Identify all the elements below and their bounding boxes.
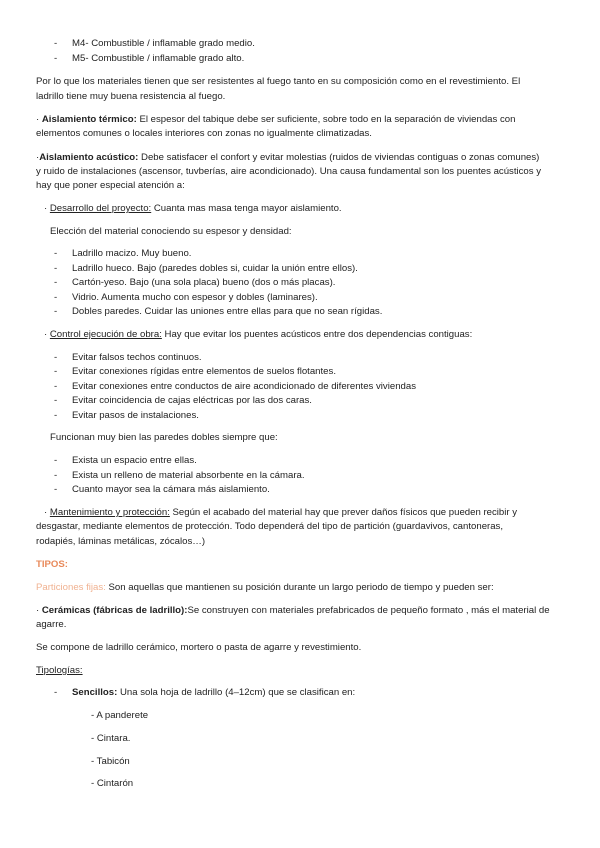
mantenimiento-text: Según el acabado del material hay que prever daños físicos que pueden recibir y [172,507,518,518]
paragraph-line: rodapiés, láminas metálicas, zócalos…) [36,536,206,547]
particiones-text: Son aquellas que mantienen su posición durante un largo periodo de tiempo y pueden ser: [108,582,494,593]
list-dash: - [54,263,58,274]
ceramicas-line [36,605,550,617]
control-line [44,329,472,341]
paragraph-line: desgastar, mediante elementos de protección. Todo dependerá del tipo de partición (guardavivos, cantoneras, [36,521,504,532]
list-item: - Cintara. [91,733,131,744]
particiones-label: Particiones fijas: [36,582,106,593]
list-dash: - [54,352,58,363]
eleccion-text: Elección del material conociendo su espesor y densidad: [50,226,292,237]
acustico-line [36,152,539,164]
bullet-dot: · [36,152,40,163]
list-item: Ladrillo hueco. Bajo (paredes dobles si, cuidar la unión entre ellos). [72,263,358,274]
list-dash: - [54,381,58,392]
list-item: Evitar falsos techos continuos. [72,352,202,363]
funcionan-text: Funcionan muy bien las paredes dobles siempre que: [50,432,278,443]
desarrollo-label: Desarrollo del proyecto: [49,203,152,214]
list-item: M4- Combustible / inflamable grado medio. [72,38,255,49]
list-item: Exista un espacio entre ellas. [72,455,197,466]
termico-line [36,114,515,126]
paragraph-line: hay que poner especial atención a: [36,180,185,191]
ceramicas-label: Cerámicas (fábricas de ladrillo): [41,605,188,616]
paragraph-line: Por lo que los materiales tienen que ser resistentes al fuego tanto en su composición como en el revestimiento. El [36,76,521,87]
termico-text: El espesor del tabique debe ser suficiente, sobre todo en la separación de viviendas con [139,114,516,125]
list-item: Evitar conexiones rígidas entre elementos de suelos flotantes. [72,366,336,377]
bullet-dot: · [44,329,48,340]
paragraph-line: agarre. [36,619,67,630]
list-dash: - [54,306,58,317]
list-item: Exista un relleno de material absorbente en la cámara. [72,470,305,481]
mantenimiento-line [44,507,517,519]
list-item: Dobles paredes. Cuidar las uniones entre ellas para que no sean rígidas. [72,306,383,317]
list-item: M5- Combustible / inflamable grado alto. [72,53,245,64]
list-item: Evitar pasos de instalaciones. [72,410,199,421]
tipos-heading: TIPOS: [36,559,68,570]
list-item: Cuanto mayor sea la cámara más aislamiento. [72,484,270,495]
paragraph-line: y ruido de instalaciones (ascensor, tuvberías, aire acondicionado). Una causa fundamental son los puentes acústicos y [36,166,542,177]
mantenimiento-label: Mantenimiento y protección: [49,507,170,518]
bullet-dot: · [44,507,48,518]
compone-text: Se compone de ladrillo cerámico, mortero o pasta de agarre y revestimiento. [36,642,362,653]
termico-label: Aislamiento térmico: [41,114,137,125]
list-item: Ladrillo macizo. Muy bueno. [72,248,192,259]
list-dash: - [54,248,58,259]
list-dash: - [54,470,58,481]
bullet-dot: · [44,203,48,214]
desarrollo-text: Cuanta mas masa tenga mayor aislamiento. [153,203,342,214]
sencillos-text: Una sola hoja de ladrillo (4–12cm) que se clasifican en: [120,687,356,698]
paragraph-line: elementos comunes o locales interiores con zonas no igualmente climatizadas. [36,128,372,139]
control-label: Control ejecución de obra: [49,329,162,340]
list-item: - Tabicón [91,756,130,767]
list-item: Evitar conexiones entre conductos de aire acondicionado de diferentes viviendas [72,381,416,392]
list-item: Vidrio. Aumenta mucho con espesor y dobles (laminares). [72,292,318,303]
paragraph-line: ladrillo tiene muy buena resistencia al fuego. [36,91,226,102]
list-dash: - [54,687,58,698]
ceramicas-text: Se construyen con materiales prefabricados de pequeño formato , más el material de [187,605,550,616]
list-dash: - [54,484,58,495]
list-dash: - [54,38,58,49]
list-dash: - [54,410,58,421]
list-dash: - [54,292,58,303]
list-dash: - [54,455,58,466]
sencillos-label: Sencillos: [72,687,118,698]
bullet-dot: · [36,114,40,125]
list-dash: - [54,366,58,377]
list-item: - A panderete [91,710,149,721]
sencillos-line [72,687,355,699]
list-dash: - [54,277,58,288]
acustico-label: Aislamiento acústico: [39,152,139,163]
list-dash: - [54,395,58,406]
desarrollo-line [44,203,342,215]
bullet-dot: · [36,605,40,616]
acustico-text: Debe satisfacer el confort y evitar molestias (ruidos de viviendas contiguas o zonas comunes) [141,152,540,163]
list-dash: - [54,53,58,64]
control-text: Hay que evitar los puentes acústicos entre dos dependencias contiguas: [164,329,473,340]
tipologias-heading: Tipologías: [36,665,83,676]
list-item: - Cintarón [91,778,134,789]
list-item: Evitar coincidencia de cajas eléctricas por las dos caras. [72,395,312,406]
particiones-line [36,582,494,594]
list-item: Cartón-yeso. Bajo (una sola placa) bueno (dos o más placas). [72,277,336,288]
